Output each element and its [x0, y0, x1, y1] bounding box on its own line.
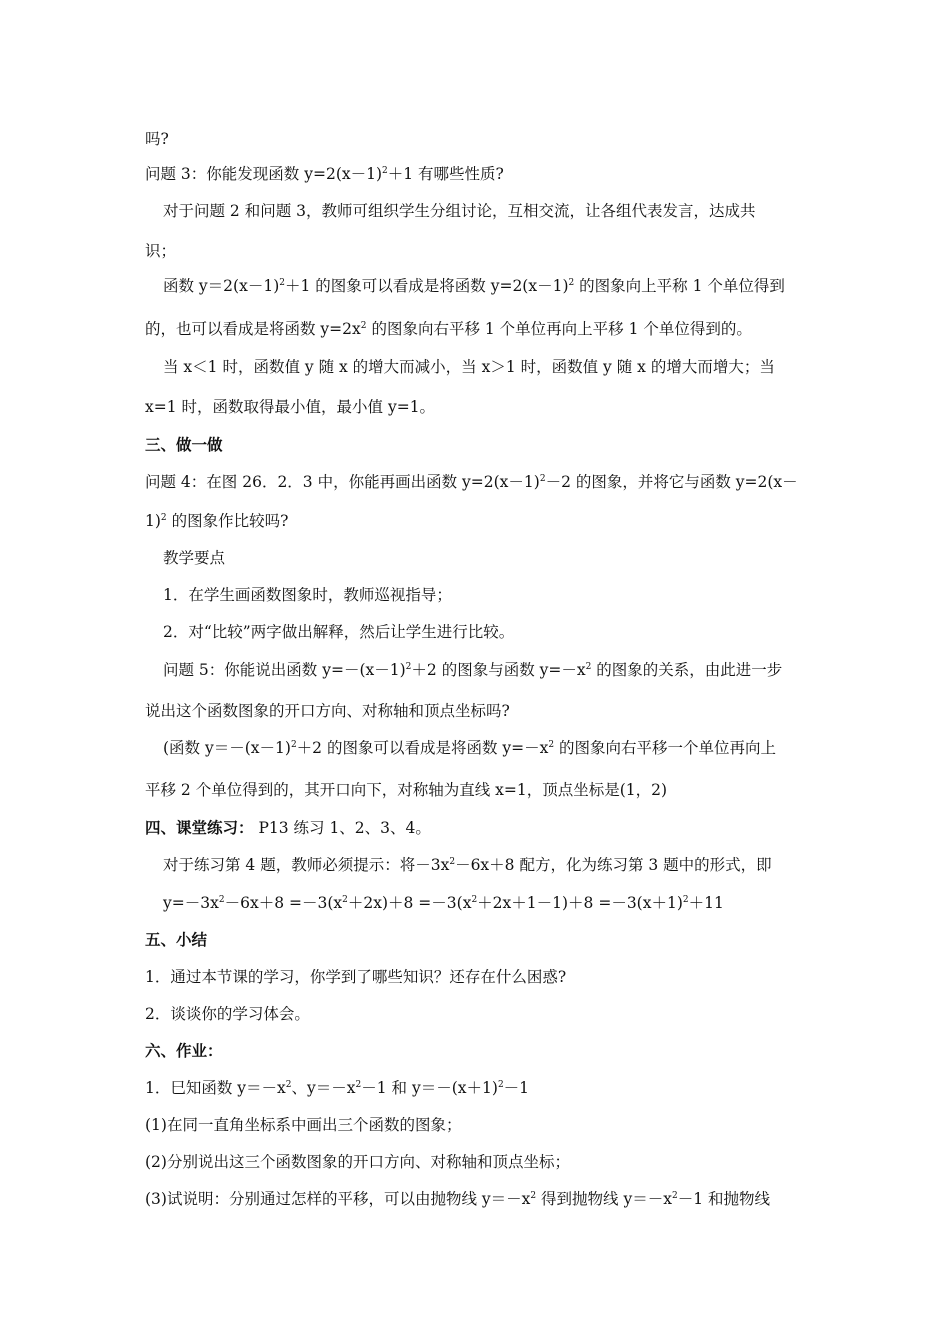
monotonicity-paragraph-cont — [145, 396, 435, 418]
text-segment: 识； — [145, 242, 177, 260]
text-segment: 函数 y＝2(x－1) — [163, 277, 280, 295]
discussion-paragraph — [163, 200, 756, 222]
text-segment: (1)在同一直角坐标系中画出三个函数的图象； — [145, 1116, 462, 1134]
text-segment: y=－3x — [163, 894, 219, 912]
superscript: 2 — [530, 1190, 537, 1201]
text-segment: 的图象向上平称 1 个单位得到 — [574, 277, 785, 295]
exercise-hint — [163, 854, 772, 876]
text-segment: 问题 5：你能说出函数 y=－(x－1) — [163, 661, 406, 679]
text-segment: 的，也可以看成是将函数 y=2x — [145, 320, 361, 338]
text-segment: 说出这个函数图象的开口方向、对称轴和顶点坐标吗? — [145, 702, 510, 720]
superscript: 2 — [539, 473, 546, 484]
explanation-paragraph — [163, 275, 785, 297]
answer-paragraph — [163, 737, 776, 759]
text-segment: x=1 时，函数取得最小值，最小值 y=1。 — [145, 398, 436, 416]
summary-item-1 — [145, 966, 566, 988]
text-segment: 1．通过本节课的学习，你学到了哪些知识？还存在什么困惑? — [145, 968, 567, 986]
text-segment: －6x＋8 =－3(x — [224, 894, 343, 912]
explanation-paragraph-cont — [145, 318, 752, 340]
text-segment: －1 和抛物线 — [677, 1190, 771, 1208]
question-5 — [163, 659, 782, 681]
superscript: 2 — [285, 1079, 292, 1090]
answer-paragraph-cont — [145, 779, 667, 801]
superscript: 2 — [382, 165, 388, 176]
text-segment: 1．在学生画函数图象时，教师巡视指导； — [163, 586, 452, 604]
text-segment: 五、小结 — [145, 930, 208, 949]
text-segment: 1．巳知函数 y＝－x — [145, 1079, 286, 1097]
text-segment: 1) — [145, 512, 161, 530]
summary-item-2 — [145, 1003, 310, 1025]
superscript: 2 — [160, 512, 167, 523]
text-segment: 四、课堂练习： — [145, 818, 254, 837]
text-segment: 的图象作比较吗? — [166, 512, 289, 530]
superscript: 2 — [449, 856, 456, 867]
text-segment: P13 练习 1、2、3、4。 — [253, 819, 431, 837]
superscript: 2 — [405, 661, 412, 672]
superscript: 2 — [279, 277, 285, 288]
text-segment: (3)试说明：分别通过怎样的平移，可以由抛物线 y＝－x — [145, 1190, 531, 1208]
teaching-points-label — [163, 547, 225, 569]
superscript: 2 — [342, 894, 348, 905]
text-segment: －1 — [503, 1079, 530, 1097]
superscript: 2 — [497, 1079, 504, 1090]
text-segment: 的图象向右平移一个单位再向上 — [554, 739, 777, 757]
text-segment: 六、作业： — [145, 1041, 223, 1060]
text-segment: 2．对“比较”两字做出解释，然后让学生进行比较。 — [163, 623, 515, 641]
text-line-continuation — [145, 128, 169, 150]
text-segment: (2)分别说出这三个函数图象的开口方向、对称轴和顶点坐标； — [145, 1153, 570, 1171]
section-heading-3 — [145, 434, 223, 456]
section-heading-5 — [145, 929, 207, 951]
superscript: 2 — [682, 894, 689, 905]
text-segment: 教学要点 — [163, 549, 226, 567]
monotonicity-paragraph — [163, 356, 775, 378]
text-segment: ＋2 的图象与函数 y=－x — [411, 661, 586, 679]
homework-item-1 — [145, 1077, 529, 1099]
teaching-point-1 — [163, 584, 452, 606]
question-3 — [145, 163, 504, 185]
text-segment: ＋11 — [688, 894, 724, 912]
homework-subitem-1 — [145, 1114, 461, 1136]
superscript: 2 — [471, 894, 478, 905]
text-segment: －1 和 y＝－(x＋1) — [361, 1079, 498, 1097]
superscript: 2 — [548, 739, 555, 750]
superscript: 2 — [568, 277, 575, 288]
section-heading-4 — [145, 817, 431, 839]
homework-subitem-3 — [145, 1188, 770, 1210]
text-segment: ＋2x＋1－1)＋8 =－3(x＋1) — [477, 894, 683, 912]
text-segment: 、y＝－x — [291, 1079, 356, 1097]
exercise-derivation — [163, 892, 724, 914]
superscript: 2 — [355, 1079, 362, 1090]
superscript: 2 — [585, 661, 592, 672]
text-segment: －2 的图象，并将它与函数 y=2(x－ — [545, 473, 798, 491]
superscript: 2 — [360, 320, 367, 331]
section-heading-6 — [145, 1040, 223, 1062]
text-segment: 问题 4：在图 26．2．3 中，你能再画出函数 y=2(x－1) — [145, 473, 540, 491]
text-segment: (函数 y＝－(x－1) — [163, 739, 291, 757]
text-segment: 当 x＜1 时，函数值 y 随 x 的增大而减小，当 x＞1 时，函数值 y 随 x 的增大而增大；当 — [163, 358, 775, 376]
text-segment: 平移 2 个单位得到的，其开口向下，对称轴为直线 x=1，顶点坐标是(1，2) — [145, 781, 668, 799]
text-segment: ＋1 有哪些性质? — [387, 165, 504, 183]
text-segment: 的图象的关系，由此进一步 — [591, 661, 783, 679]
text-segment: 对于练习第 4 题，教师必须提示：将－3x — [163, 856, 450, 874]
superscript: 2 — [218, 894, 225, 905]
text-segment: 2．谈谈你的学习体会。 — [145, 1005, 310, 1023]
teaching-point-2 — [163, 621, 514, 643]
text-segment: ＋2 的图象可以看成是将函数 y=－x — [296, 739, 549, 757]
text-segment: 得到抛物线 y＝－x — [536, 1190, 672, 1208]
text-segment: 吗? — [145, 130, 169, 148]
superscript: 2 — [671, 1190, 678, 1201]
superscript: 2 — [290, 739, 297, 750]
question-4-cont — [145, 510, 288, 532]
text-segment: 的图象向右平移 1 个单位再向上平移 1 个单位得到的。 — [366, 320, 752, 338]
discussion-paragraph-cont — [145, 240, 176, 262]
text-segment: 三、做一做 — [145, 435, 223, 454]
question-4 — [145, 471, 798, 493]
homework-subitem-2 — [145, 1151, 570, 1173]
text-segment: 问题 3：你能发现函数 y=2(x－1) — [145, 165, 383, 183]
text-segment: ＋2x)＋8 =－3(x — [347, 894, 472, 912]
text-segment: ＋1 的图象可以看成是将函数 y=2(x－1) — [284, 277, 569, 295]
text-segment: －6x＋8 配方，化为练习第 3 题中的形式，即 — [455, 856, 772, 874]
text-segment: 对于问题 2 和问题 3，教师可组织学生分组讨论，互相交流，让各组代表发言，达成共 — [163, 202, 756, 220]
question-5-cont — [145, 700, 510, 722]
